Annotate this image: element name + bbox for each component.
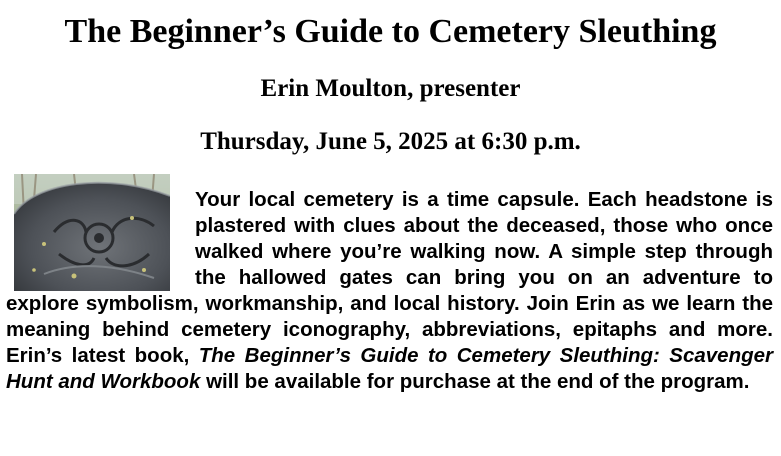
- presenter-line: Erin Moulton, presenter: [260, 75, 521, 102]
- headstone-photo: [14, 174, 170, 291]
- book-title: The Beginner’s Guide to Cemetery Sleuthing: Scavenger Hunt and Workbook: [6, 344, 773, 393]
- event-date: Thursday, June 5, 2025 at 6:30 p.m.: [200, 128, 581, 155]
- description-tail: will be available for purchase at the end of the program.: [200, 370, 750, 393]
- event-description: [6, 187, 773, 395]
- event-title: The Beginner’s Guide to Cemetery Sleuthing: [64, 13, 717, 50]
- description-lead: Your local cemetery is a time capsule. Each headstone is plastered with clues about the deceased, those who once walked where you’re walking now. A simple step through the hallowed gates can bring you on an adventure to explore symbolism, workmanship, and local history. Join Erin as we learn the meaning behind cemetery iconography, abbreviations, epitaphs and more. Erin’s latest book,: [6, 188, 773, 367]
